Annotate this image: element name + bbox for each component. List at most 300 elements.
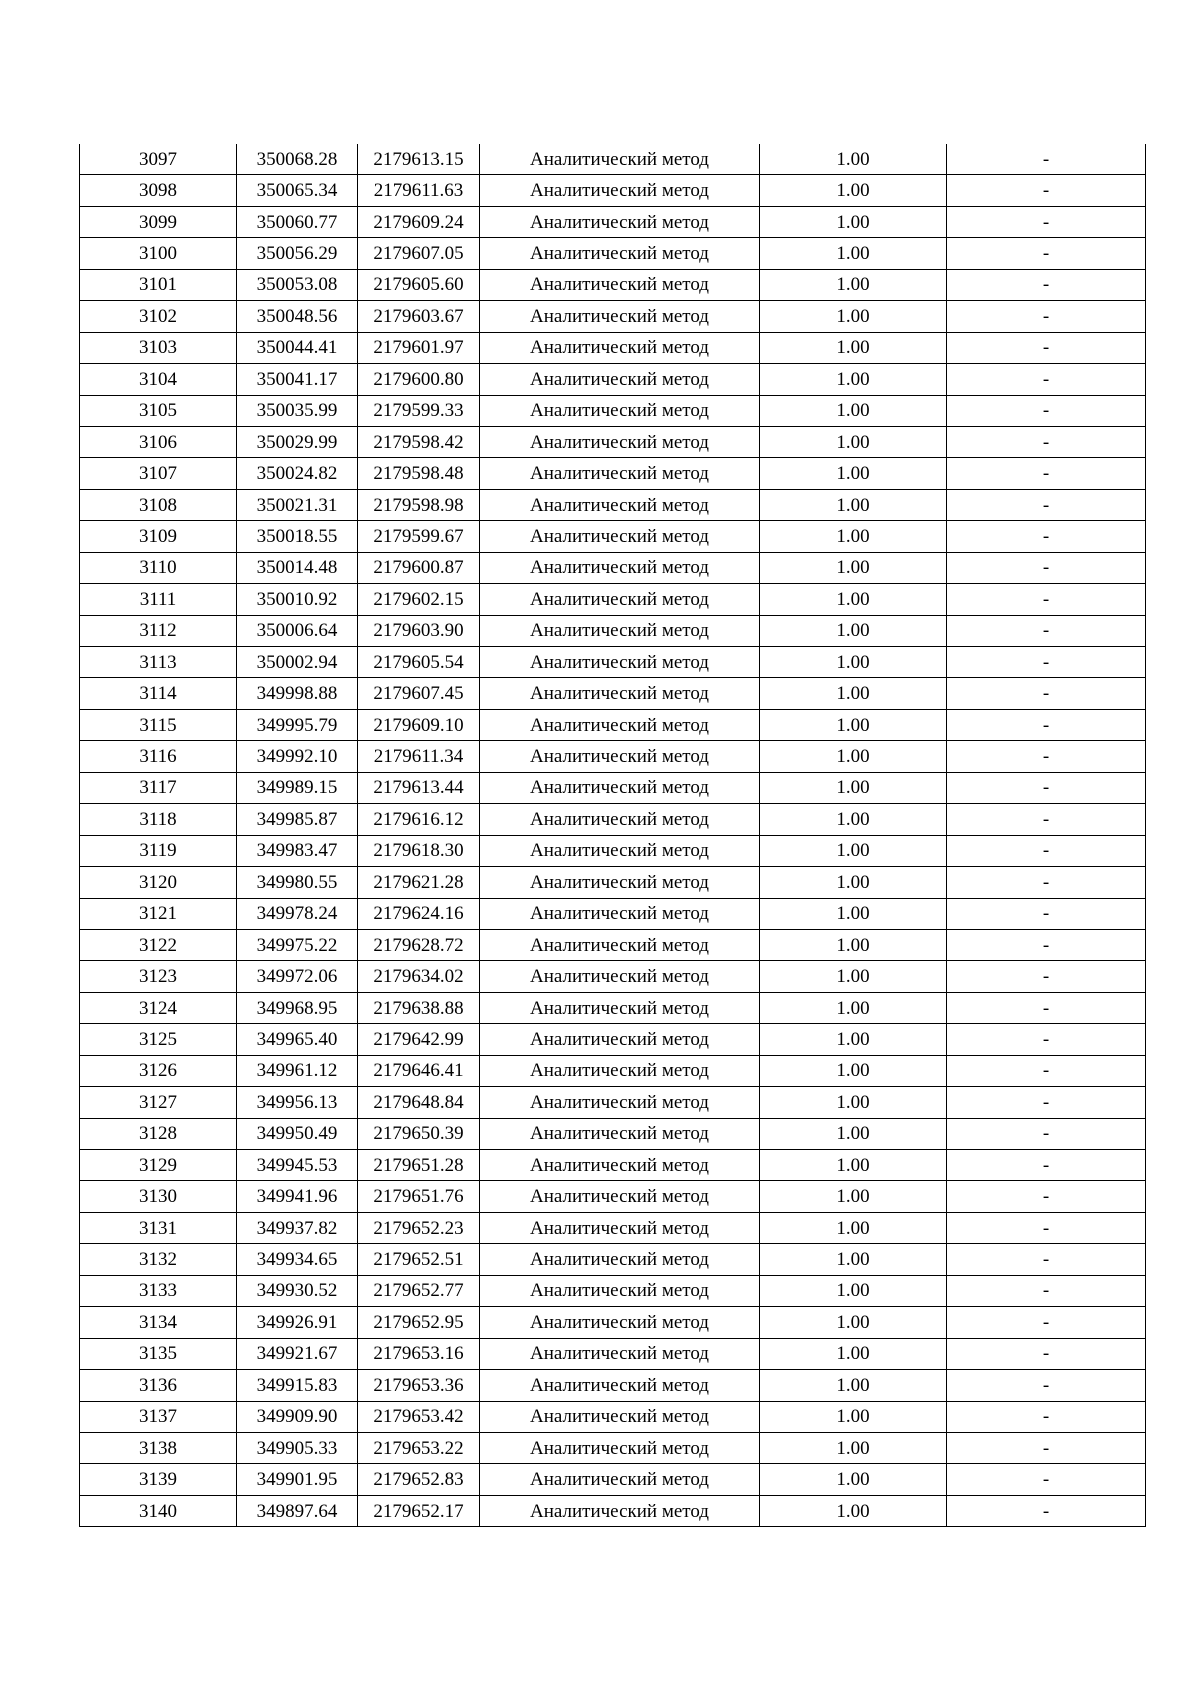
y-coordinate-cell: 2179652.95 [358,1307,480,1338]
description-cell: - [947,1118,1146,1149]
y-coordinate-cell: 2179653.16 [358,1338,480,1369]
method-cell: Аналитический метод [480,1212,760,1243]
description-cell: - [947,615,1146,646]
accuracy-cell: 1.00 [760,458,947,489]
y-coordinate-cell: 2179628.72 [358,929,480,960]
description-cell: - [947,1275,1146,1306]
accuracy-cell: 1.00 [760,1370,947,1401]
method-cell: Аналитический метод [480,269,760,300]
x-coordinate-cell: 349921.67 [237,1338,358,1369]
table-row [80,395,1146,426]
x-coordinate-cell: 349909.90 [237,1401,358,1432]
x-coordinate-cell: 349937.82 [237,1212,358,1243]
x-coordinate-cell: 349905.33 [237,1432,358,1463]
y-coordinate-cell: 2179605.54 [358,647,480,678]
point-number-cell: 3129 [80,1150,237,1181]
accuracy-cell: 1.00 [760,929,947,960]
method-cell: Аналитический метод [480,1244,760,1275]
method-cell: Аналитический метод [480,175,760,206]
point-number-cell: 3106 [80,426,237,457]
x-coordinate-cell: 350035.99 [237,395,358,426]
x-coordinate-cell: 350002.94 [237,647,358,678]
description-cell: - [947,458,1146,489]
y-coordinate-cell: 2179653.22 [358,1432,480,1463]
accuracy-cell: 1.00 [760,1338,947,1369]
table-row [80,1338,1146,1369]
x-coordinate-cell: 349930.52 [237,1275,358,1306]
point-number-cell: 3103 [80,332,237,363]
table-body [80,144,1146,1527]
y-coordinate-cell: 2179653.42 [358,1401,480,1432]
method-cell: Аналитический метод [480,741,760,772]
y-coordinate-cell: 2179607.45 [358,678,480,709]
y-coordinate-cell: 2179598.42 [358,426,480,457]
method-cell: Аналитический метод [480,238,760,269]
accuracy-cell: 1.00 [760,835,947,866]
accuracy-cell: 1.00 [760,269,947,300]
x-coordinate-cell: 350029.99 [237,426,358,457]
accuracy-cell: 1.00 [760,615,947,646]
point-number-cell: 3133 [80,1275,237,1306]
accuracy-cell: 1.00 [760,426,947,457]
y-coordinate-cell: 2179642.99 [358,1024,480,1055]
y-coordinate-cell: 2179613.15 [358,144,480,175]
accuracy-cell: 1.00 [760,678,947,709]
table-row [80,1307,1146,1338]
x-coordinate-cell: 349985.87 [237,804,358,835]
x-coordinate-cell: 349956.13 [237,1087,358,1118]
x-coordinate-cell: 350006.64 [237,615,358,646]
x-coordinate-cell: 350044.41 [237,332,358,363]
y-coordinate-cell: 2179602.15 [358,584,480,615]
point-number-cell: 3098 [80,175,237,206]
table-row [80,1275,1146,1306]
y-coordinate-cell: 2179653.36 [358,1370,480,1401]
description-cell: - [947,678,1146,709]
point-number-cell: 3111 [80,584,237,615]
table-row [80,1244,1146,1275]
description-cell: - [947,1024,1146,1055]
x-coordinate-cell: 349945.53 [237,1150,358,1181]
y-coordinate-cell: 2179650.39 [358,1118,480,1149]
description-cell: - [947,929,1146,960]
y-coordinate-cell: 2179600.80 [358,364,480,395]
method-cell: Аналитический метод [480,1464,760,1495]
method-cell: Аналитический метод [480,992,760,1023]
coordinates-table [79,144,1146,1527]
table-row [80,867,1146,898]
y-coordinate-cell: 2179598.98 [358,489,480,520]
accuracy-cell: 1.00 [760,521,947,552]
x-coordinate-cell: 350065.34 [237,175,358,206]
x-coordinate-cell: 349992.10 [237,741,358,772]
point-number-cell: 3114 [80,678,237,709]
y-coordinate-cell: 2179651.76 [358,1181,480,1212]
point-number-cell: 3097 [80,144,237,175]
table-row [80,1118,1146,1149]
y-coordinate-cell: 2179638.88 [358,992,480,1023]
method-cell: Аналитический метод [480,1087,760,1118]
table-row [80,175,1146,206]
description-cell: - [947,144,1146,175]
point-number-cell: 3121 [80,898,237,929]
description-cell: - [947,1338,1146,1369]
y-coordinate-cell: 2179634.02 [358,961,480,992]
table-row [80,332,1146,363]
method-cell: Аналитический метод [480,144,760,175]
method-cell: Аналитический метод [480,458,760,489]
accuracy-cell: 1.00 [760,1181,947,1212]
x-coordinate-cell: 349897.64 [237,1495,358,1526]
method-cell: Аналитический метод [480,1150,760,1181]
description-cell: - [947,332,1146,363]
y-coordinate-cell: 2179652.77 [358,1275,480,1306]
table-row [80,489,1146,520]
x-coordinate-cell: 349995.79 [237,709,358,740]
table-row [80,1087,1146,1118]
method-cell: Аналитический метод [480,301,760,332]
x-coordinate-cell: 350041.17 [237,364,358,395]
table-row [80,1464,1146,1495]
method-cell: Аналитический метод [480,1118,760,1149]
point-number-cell: 3101 [80,269,237,300]
x-coordinate-cell: 349934.65 [237,1244,358,1275]
method-cell: Аналитический метод [480,678,760,709]
table-row [80,144,1146,175]
table-row [80,835,1146,866]
table-row [80,615,1146,646]
point-number-cell: 3102 [80,301,237,332]
description-cell: - [947,364,1146,395]
accuracy-cell: 1.00 [760,1055,947,1086]
description-cell: - [947,1181,1146,1212]
y-coordinate-cell: 2179598.48 [358,458,480,489]
description-cell: - [947,804,1146,835]
y-coordinate-cell: 2179600.87 [358,552,480,583]
accuracy-cell: 1.00 [760,584,947,615]
y-coordinate-cell: 2179611.63 [358,175,480,206]
point-number-cell: 3119 [80,835,237,866]
accuracy-cell: 1.00 [760,1275,947,1306]
table-row [80,647,1146,678]
method-cell: Аналитический метод [480,615,760,646]
table-row [80,804,1146,835]
point-number-cell: 3132 [80,1244,237,1275]
point-number-cell: 3135 [80,1338,237,1369]
point-number-cell: 3115 [80,709,237,740]
accuracy-cell: 1.00 [760,332,947,363]
description-cell: - [947,1464,1146,1495]
point-number-cell: 3124 [80,992,237,1023]
description-cell: - [947,992,1146,1023]
description-cell: - [947,741,1146,772]
accuracy-cell: 1.00 [760,1401,947,1432]
x-coordinate-cell: 349965.40 [237,1024,358,1055]
description-cell: - [947,395,1146,426]
method-cell: Аналитический метод [480,395,760,426]
table-row [80,1495,1146,1526]
accuracy-cell: 1.00 [760,364,947,395]
method-cell: Аналитический метод [480,709,760,740]
method-cell: Аналитический метод [480,1495,760,1526]
accuracy-cell: 1.00 [760,489,947,520]
description-cell: - [947,175,1146,206]
accuracy-cell: 1.00 [760,867,947,898]
method-cell: Аналитический метод [480,929,760,960]
method-cell: Аналитический метод [480,961,760,992]
method-cell: Аналитический метод [480,1181,760,1212]
point-number-cell: 3131 [80,1212,237,1243]
x-coordinate-cell: 350018.55 [237,521,358,552]
accuracy-cell: 1.00 [760,175,947,206]
point-number-cell: 3122 [80,929,237,960]
table-row [80,1150,1146,1181]
description-cell: - [947,301,1146,332]
point-number-cell: 3118 [80,804,237,835]
y-coordinate-cell: 2179651.28 [358,1150,480,1181]
method-cell: Аналитический метод [480,772,760,803]
x-coordinate-cell: 350014.48 [237,552,358,583]
accuracy-cell: 1.00 [760,647,947,678]
point-number-cell: 3109 [80,521,237,552]
point-number-cell: 3128 [80,1118,237,1149]
description-cell: - [947,1495,1146,1526]
y-coordinate-cell: 2179621.28 [358,867,480,898]
description-cell: - [947,1244,1146,1275]
accuracy-cell: 1.00 [760,804,947,835]
table-row [80,269,1146,300]
y-coordinate-cell: 2179607.05 [358,238,480,269]
point-number-cell: 3127 [80,1087,237,1118]
x-coordinate-cell: 349980.55 [237,867,358,898]
description-cell: - [947,1401,1146,1432]
method-cell: Аналитический метод [480,552,760,583]
accuracy-cell: 1.00 [760,206,947,237]
method-cell: Аналитический метод [480,1401,760,1432]
x-coordinate-cell: 349950.49 [237,1118,358,1149]
accuracy-cell: 1.00 [760,1244,947,1275]
y-coordinate-cell: 2179609.10 [358,709,480,740]
table-row [80,898,1146,929]
accuracy-cell: 1.00 [760,238,947,269]
y-coordinate-cell: 2179609.24 [358,206,480,237]
point-number-cell: 3100 [80,238,237,269]
table-row [80,678,1146,709]
method-cell: Аналитический метод [480,835,760,866]
table-row [80,238,1146,269]
y-coordinate-cell: 2179599.33 [358,395,480,426]
table-row [80,584,1146,615]
accuracy-cell: 1.00 [760,395,947,426]
method-cell: Аналитический метод [480,867,760,898]
method-cell: Аналитический метод [480,364,760,395]
accuracy-cell: 1.00 [760,961,947,992]
accuracy-cell: 1.00 [760,898,947,929]
table-row [80,552,1146,583]
accuracy-cell: 1.00 [760,1212,947,1243]
method-cell: Аналитический метод [480,1338,760,1369]
description-cell: - [947,1432,1146,1463]
accuracy-cell: 1.00 [760,301,947,332]
description-cell: - [947,898,1146,929]
accuracy-cell: 1.00 [760,1307,947,1338]
description-cell: - [947,269,1146,300]
point-number-cell: 3116 [80,741,237,772]
x-coordinate-cell: 350048.56 [237,301,358,332]
accuracy-cell: 1.00 [760,1464,947,1495]
accuracy-cell: 1.00 [760,1087,947,1118]
table-row [80,426,1146,457]
table-row [80,1055,1146,1086]
point-number-cell: 3112 [80,615,237,646]
x-coordinate-cell: 349926.91 [237,1307,358,1338]
point-number-cell: 3117 [80,772,237,803]
table-row [80,992,1146,1023]
y-coordinate-cell: 2179652.83 [358,1464,480,1495]
table-row [80,1212,1146,1243]
x-coordinate-cell: 350060.77 [237,206,358,237]
table-row [80,458,1146,489]
y-coordinate-cell: 2179601.97 [358,332,480,363]
point-number-cell: 3107 [80,458,237,489]
method-cell: Аналитический метод [480,1432,760,1463]
accuracy-cell: 1.00 [760,1024,947,1055]
table-row [80,709,1146,740]
y-coordinate-cell: 2179611.34 [358,741,480,772]
x-coordinate-cell: 349968.95 [237,992,358,1023]
table-row [80,301,1146,332]
point-number-cell: 3104 [80,364,237,395]
accuracy-cell: 1.00 [760,1118,947,1149]
method-cell: Аналитический метод [480,647,760,678]
method-cell: Аналитический метод [480,489,760,520]
method-cell: Аналитический метод [480,332,760,363]
description-cell: - [947,961,1146,992]
accuracy-cell: 1.00 [760,992,947,1023]
table-row [80,961,1146,992]
method-cell: Аналитический метод [480,804,760,835]
description-cell: - [947,647,1146,678]
y-coordinate-cell: 2179652.51 [358,1244,480,1275]
method-cell: Аналитический метод [480,1275,760,1306]
description-cell: - [947,867,1146,898]
point-number-cell: 3134 [80,1307,237,1338]
x-coordinate-cell: 349915.83 [237,1370,358,1401]
point-number-cell: 3125 [80,1024,237,1055]
table-row [80,1024,1146,1055]
y-coordinate-cell: 2179603.90 [358,615,480,646]
description-cell: - [947,772,1146,803]
point-number-cell: 3120 [80,867,237,898]
point-number-cell: 3140 [80,1495,237,1526]
description-cell: - [947,521,1146,552]
y-coordinate-cell: 2179616.12 [358,804,480,835]
method-cell: Аналитический метод [480,1024,760,1055]
table-row [80,1432,1146,1463]
accuracy-cell: 1.00 [760,552,947,583]
point-number-cell: 3123 [80,961,237,992]
table-row [80,1401,1146,1432]
description-cell: - [947,1087,1146,1118]
method-cell: Аналитический метод [480,1370,760,1401]
accuracy-cell: 1.00 [760,1150,947,1181]
accuracy-cell: 1.00 [760,1495,947,1526]
description-cell: - [947,552,1146,583]
description-cell: - [947,1370,1146,1401]
y-coordinate-cell: 2179648.84 [358,1087,480,1118]
description-cell: - [947,584,1146,615]
accuracy-cell: 1.00 [760,144,947,175]
y-coordinate-cell: 2179618.30 [358,835,480,866]
description-cell: - [947,1055,1146,1086]
y-coordinate-cell: 2179599.67 [358,521,480,552]
x-coordinate-cell: 350068.28 [237,144,358,175]
accuracy-cell: 1.00 [760,1432,947,1463]
description-cell: - [947,489,1146,520]
x-coordinate-cell: 350021.31 [237,489,358,520]
description-cell: - [947,206,1146,237]
x-coordinate-cell: 349983.47 [237,835,358,866]
x-coordinate-cell: 350053.08 [237,269,358,300]
table-row [80,1181,1146,1212]
accuracy-cell: 1.00 [760,741,947,772]
x-coordinate-cell: 349998.88 [237,678,358,709]
point-number-cell: 3137 [80,1401,237,1432]
description-cell: - [947,709,1146,740]
x-coordinate-cell: 350024.82 [237,458,358,489]
y-coordinate-cell: 2179652.17 [358,1495,480,1526]
method-cell: Аналитический метод [480,206,760,237]
description-cell: - [947,1150,1146,1181]
y-coordinate-cell: 2179646.41 [358,1055,480,1086]
point-number-cell: 3139 [80,1464,237,1495]
x-coordinate-cell: 349989.15 [237,772,358,803]
table-row [80,772,1146,803]
x-coordinate-cell: 350010.92 [237,584,358,615]
accuracy-cell: 1.00 [760,709,947,740]
x-coordinate-cell: 349941.96 [237,1181,358,1212]
y-coordinate-cell: 2179624.16 [358,898,480,929]
y-coordinate-cell: 2179613.44 [358,772,480,803]
point-number-cell: 3108 [80,489,237,520]
point-number-cell: 3138 [80,1432,237,1463]
description-cell: - [947,1307,1146,1338]
description-cell: - [947,1212,1146,1243]
point-number-cell: 3130 [80,1181,237,1212]
method-cell: Аналитический метод [480,1055,760,1086]
method-cell: Аналитический метод [480,584,760,615]
table-row [80,741,1146,772]
x-coordinate-cell: 349975.22 [237,929,358,960]
point-number-cell: 3110 [80,552,237,583]
description-cell: - [947,835,1146,866]
table-row [80,1370,1146,1401]
table-row [80,206,1146,237]
accuracy-cell: 1.00 [760,772,947,803]
y-coordinate-cell: 2179605.60 [358,269,480,300]
x-coordinate-cell: 350056.29 [237,238,358,269]
table-row [80,521,1146,552]
x-coordinate-cell: 349972.06 [237,961,358,992]
description-cell: - [947,238,1146,269]
method-cell: Аналитический метод [480,1307,760,1338]
point-number-cell: 3126 [80,1055,237,1086]
y-coordinate-cell: 2179652.23 [358,1212,480,1243]
description-cell: - [947,426,1146,457]
x-coordinate-cell: 349901.95 [237,1464,358,1495]
x-coordinate-cell: 349978.24 [237,898,358,929]
point-number-cell: 3105 [80,395,237,426]
